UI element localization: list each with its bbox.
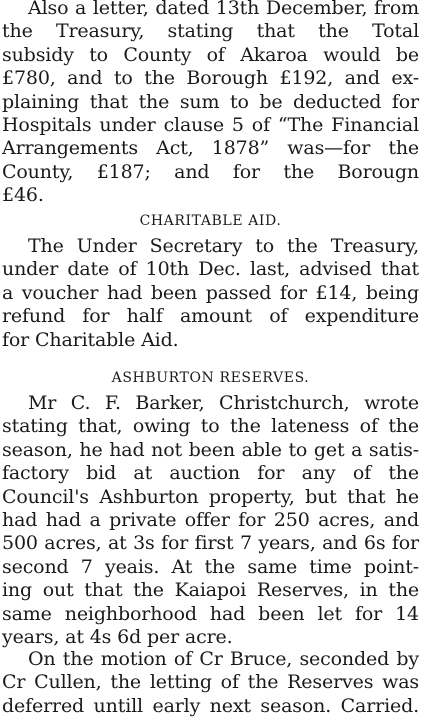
text-line: County, £187; and for the Borougn bbox=[2, 160, 419, 183]
text-line: deferred untill early next season. Carried. bbox=[2, 694, 419, 717]
text-line: the Treasury, stating that the Total bbox=[2, 20, 419, 43]
text-line: same neighborhood had been let for 14 bbox=[2, 602, 419, 625]
text-line: season, he had not been able to get a satis- bbox=[2, 438, 419, 461]
text-line: Council's Ashburton property, but that he bbox=[2, 485, 419, 508]
text-line: refund for half amount of expenditure bbox=[2, 305, 419, 328]
text-line: 500 acres, at 3s for first 7 years, and 6s for bbox=[2, 532, 419, 555]
paragraph-motion-carried bbox=[2, 648, 419, 718]
text-line: a voucher had been passed for £14, being bbox=[2, 281, 419, 304]
text-line: Arrangements Act, 1878” was—for the bbox=[2, 137, 419, 160]
text-line: ing out that the Kaiapoi Reserves, in the bbox=[2, 579, 419, 602]
text-line: factory bid at auction for any of the bbox=[2, 462, 419, 485]
section-heading-charitable-aid: CHARITABLE AID. bbox=[139, 213, 282, 229]
text-line: £780, and to the Borough £192, and ex- bbox=[2, 67, 419, 90]
text-line: The Under Secretary to the Treasury, bbox=[28, 235, 419, 257]
text-line: had had a private offer for 250 acres, and bbox=[2, 509, 419, 532]
paragraph-treasury-subsidy bbox=[2, 0, 419, 208]
text-line: stating that, owing to the lateness of the bbox=[2, 415, 419, 438]
text-line: Also a letter, dated 13th December, from bbox=[28, 0, 419, 19]
text-line: plaining that the sum to be deducted for bbox=[2, 90, 419, 113]
paragraph-ashburton-reserves bbox=[2, 392, 419, 649]
section-heading-ashburton-reserves: ASHBURTON RESERVES. bbox=[111, 370, 310, 386]
text-line: second 7 yeais. At the same time point- bbox=[2, 555, 419, 578]
text-line: £46. bbox=[2, 184, 44, 207]
text-line: Hospitals under clause 5 of “The Financial bbox=[2, 114, 419, 137]
text-line: subsidy to County of Akaroa would be bbox=[2, 43, 419, 66]
text-line: years, at 4s 6d per acre. bbox=[2, 626, 233, 649]
text-line: Mr C. F. Barker, Christchurch, wrote bbox=[28, 392, 419, 414]
text-line: On the motion of Cr Bruce, seconded by bbox=[28, 648, 419, 670]
text-line: for Charitable Aid. bbox=[2, 328, 179, 351]
text-line: Cr Cullen, the letting of the Reserves was bbox=[2, 671, 419, 694]
paragraph-charitable-aid bbox=[2, 235, 419, 352]
text-line: under date of 10th Dec. last, advised that bbox=[2, 258, 419, 281]
